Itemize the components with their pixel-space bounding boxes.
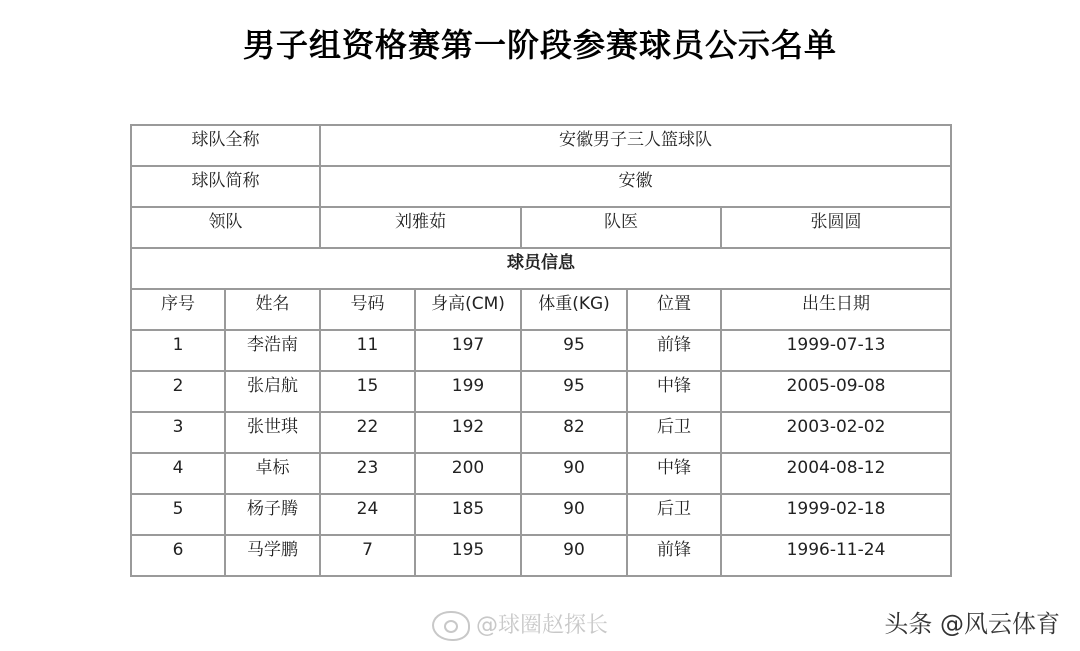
player-number: 23	[320, 453, 415, 494]
table-row	[131, 412, 951, 453]
player-height: 197	[415, 330, 521, 371]
player-index: 2	[131, 371, 225, 412]
doctor-label: 队医	[521, 207, 721, 248]
player-position: 后卫	[627, 494, 721, 535]
player-name: 卓标	[225, 453, 320, 494]
players-section-row	[131, 248, 951, 289]
player-weight: 95	[521, 371, 627, 412]
player-height: 199	[415, 371, 521, 412]
team-short-name-value: 安徽	[320, 166, 951, 207]
player-index: 1	[131, 330, 225, 371]
table-row	[131, 371, 951, 412]
player-birthdate: 2005-09-08	[721, 371, 951, 412]
player-name: 杨子腾	[225, 494, 320, 535]
page-title: 男子组资格赛第一阶段参赛球员公示名单	[242, 26, 837, 64]
player-height: 185	[415, 494, 521, 535]
column-header: 序号	[131, 289, 225, 330]
player-birthdate: 1996-11-24	[721, 535, 951, 576]
player-birthdate: 2004-08-12	[721, 453, 951, 494]
table-row	[131, 535, 951, 576]
weibo-watermark-text: @球圈赵探长	[476, 613, 609, 638]
table-row	[131, 494, 951, 535]
toutiao-watermark: 头条 @风云体育	[884, 610, 1060, 638]
column-header: 体重(KG)	[521, 289, 627, 330]
player-birthdate: 1999-02-18	[721, 494, 951, 535]
doctor-value: 张圆圆	[721, 207, 951, 248]
player-position: 前锋	[627, 535, 721, 576]
player-number: 22	[320, 412, 415, 453]
column-header-row	[131, 289, 951, 330]
team-full-name-row	[131, 125, 951, 166]
player-position: 中锋	[627, 371, 721, 412]
player-index: 6	[131, 535, 225, 576]
roster-table	[130, 124, 952, 577]
column-header: 姓名	[225, 289, 320, 330]
player-position: 前锋	[627, 330, 721, 371]
player-name: 张启航	[225, 371, 320, 412]
player-birthdate: 1999-07-13	[721, 330, 951, 371]
player-name: 李浩南	[225, 330, 320, 371]
player-birthdate: 2003-02-02	[721, 412, 951, 453]
leader-value: 刘雅茹	[320, 207, 521, 248]
player-number: 7	[320, 535, 415, 576]
player-index: 4	[131, 453, 225, 494]
player-weight: 82	[521, 412, 627, 453]
player-index: 3	[131, 412, 225, 453]
column-header: 出生日期	[721, 289, 951, 330]
player-number: 11	[320, 330, 415, 371]
player-number: 24	[320, 494, 415, 535]
player-height: 200	[415, 453, 521, 494]
staff-row	[131, 207, 951, 248]
player-name: 马学鹏	[225, 535, 320, 576]
weibo-watermark	[432, 608, 608, 641]
player-weight: 90	[521, 494, 627, 535]
team-full-name-label: 球队全称	[131, 125, 320, 166]
team-short-name-row	[131, 166, 951, 207]
players-section-heading: 球员信息	[131, 248, 951, 289]
column-header: 位置	[627, 289, 721, 330]
player-weight: 90	[521, 535, 627, 576]
player-index: 5	[131, 494, 225, 535]
player-weight: 90	[521, 453, 627, 494]
leader-label: 领队	[131, 207, 320, 248]
player-height: 195	[415, 535, 521, 576]
table-row	[131, 330, 951, 371]
column-header: 身高(CM)	[415, 289, 521, 330]
weibo-icon	[432, 611, 470, 641]
player-position: 后卫	[627, 412, 721, 453]
table-row	[131, 453, 951, 494]
team-full-name-value: 安徽男子三人篮球队	[320, 125, 951, 166]
player-height: 192	[415, 412, 521, 453]
column-header: 号码	[320, 289, 415, 330]
player-weight: 95	[521, 330, 627, 371]
player-number: 15	[320, 371, 415, 412]
player-name: 张世琪	[225, 412, 320, 453]
team-short-name-label: 球队简称	[131, 166, 320, 207]
player-position: 中锋	[627, 453, 721, 494]
